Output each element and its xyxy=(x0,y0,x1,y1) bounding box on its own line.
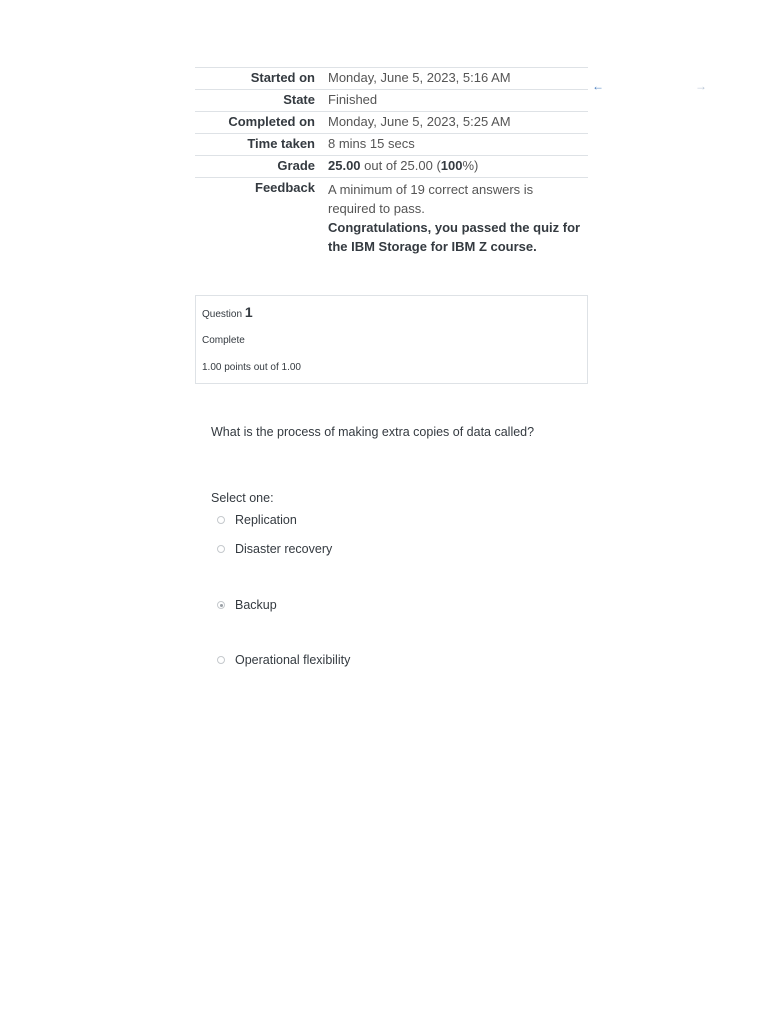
arrow-left-icon[interactable]: ← xyxy=(592,79,604,93)
answer-option-label: Backup xyxy=(235,598,277,612)
question-grade: 1.00 points out of 1.00 xyxy=(202,362,301,373)
answer-option-operational-flexibility[interactable] xyxy=(217,653,350,667)
grade-mid: out of 25.00 ( xyxy=(360,158,441,173)
radio-button[interactable] xyxy=(217,656,225,664)
feedback-line: required to pass. xyxy=(328,201,425,216)
question-number xyxy=(202,304,253,320)
grade-score: 25.00 xyxy=(328,158,361,173)
feedback-congrats: the IBM Storage for IBM Z course. xyxy=(328,239,537,254)
radio-button[interactable] xyxy=(217,545,225,553)
radio-button-selected[interactable] xyxy=(217,601,225,609)
summary-row-completed xyxy=(195,112,588,134)
quiz-summary-table xyxy=(195,67,588,259)
select-one-prompt: Select one: xyxy=(211,491,274,505)
answer-option-label: Disaster recovery xyxy=(235,542,333,556)
summary-value: Monday, June 5, 2023, 5:25 AM xyxy=(328,114,511,129)
grade-percent: 100 xyxy=(440,158,463,173)
summary-label: Feedback xyxy=(255,180,315,195)
summary-row-state xyxy=(195,90,588,112)
answer-option-label: Replication xyxy=(235,513,297,527)
question-state: Complete xyxy=(202,335,245,346)
summary-row-feedback xyxy=(195,178,588,260)
summary-label: Completed on xyxy=(228,114,315,129)
summary-label: Grade xyxy=(277,158,315,173)
summary-row-grade xyxy=(195,156,588,178)
answer-option-replication[interactable] xyxy=(217,513,297,527)
answer-option-backup[interactable] xyxy=(217,598,277,612)
summary-value: 8 mins 15 secs xyxy=(328,136,415,151)
summary-label: Started on xyxy=(250,70,315,85)
summary-value xyxy=(321,156,588,178)
question-number-value: 1 xyxy=(244,304,253,320)
question-label: Question xyxy=(202,309,243,320)
feedback-line: A minimum of 19 correct answers is xyxy=(328,182,534,197)
arrow-right-icon[interactable]: → xyxy=(695,79,707,93)
summary-row-time xyxy=(195,134,588,156)
answer-option-disaster-recovery[interactable] xyxy=(217,542,332,556)
question-text: What is the process of making extra copies of data called? xyxy=(211,425,535,439)
summary-value: Finished xyxy=(328,92,378,107)
summary-row-started xyxy=(195,68,588,90)
summary-label: Time taken xyxy=(247,136,315,151)
summary-label: State xyxy=(283,92,315,107)
radio-button[interactable] xyxy=(217,516,225,524)
summary-value xyxy=(321,178,588,260)
question-info-box xyxy=(195,295,588,384)
summary-value: Monday, June 5, 2023, 5:16 AM xyxy=(328,70,511,85)
grade-end: %) xyxy=(462,158,479,173)
answer-option-label: Operational flexibility xyxy=(235,653,351,667)
feedback-congrats: Congratulations, you passed the quiz for xyxy=(328,220,581,235)
